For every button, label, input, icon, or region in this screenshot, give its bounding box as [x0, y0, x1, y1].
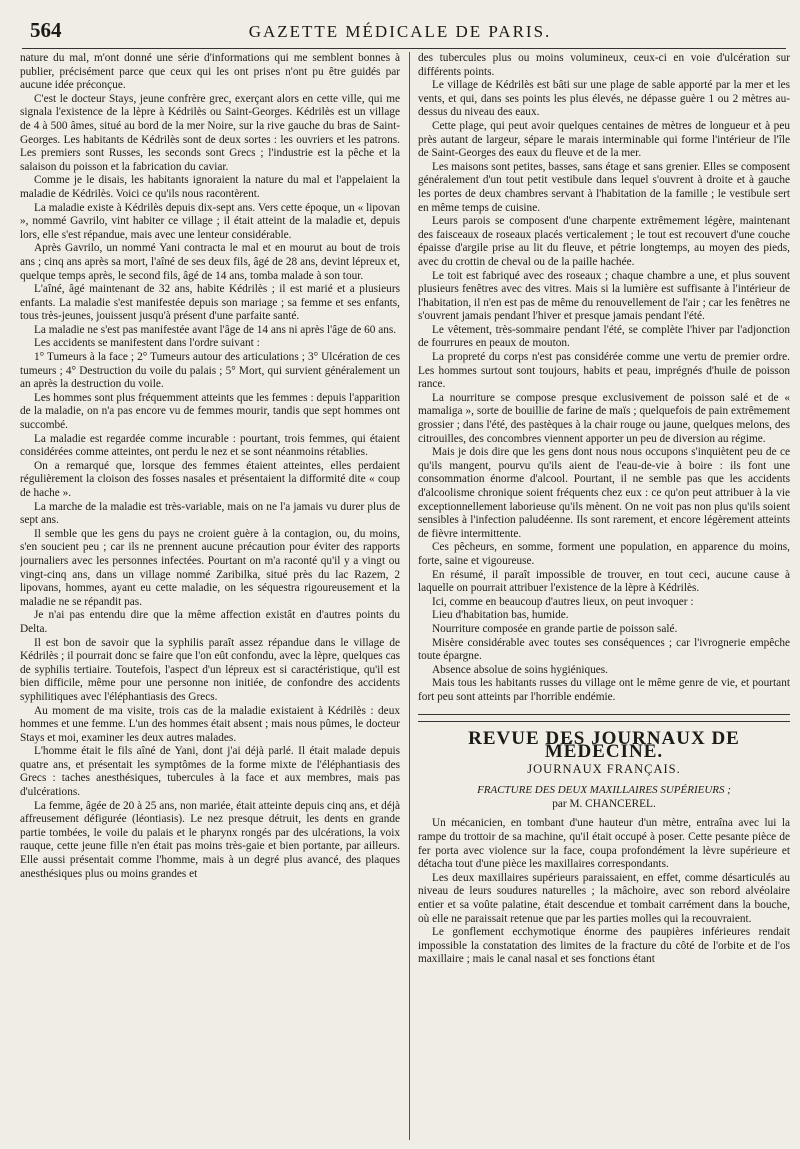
paragraph: Le village de Kédrilès est bâti sur une plage de sable apporté par la mer et les vents, et qui, dans ses points les plus élevés, ne dépasse guère 1 ou 2 mètres au-dessus du niveau des eaux. — [418, 79, 790, 119]
paragraph: Il semble que les gens du pays ne croient guère à la contagion, ou, du moins, s'en soucient peu ; car ils ne prennent aucune précaution pour éviter des rapports journaliers avec les personnes infectées. Pourtant on m'a raconté qu'il y a vingt ou vingt-cinq ans, dans un village nommé Zaribilka, situé près du lac Razem, 2 lipovans, hommes, ayant eu cette maladie, on les séquestra rigoureusement et la maladie ne se répandit pas. — [20, 527, 400, 608]
section-title: REVUE DES JOURNAUX DE MÉDECINE. — [468, 727, 740, 763]
header-rule — [22, 48, 786, 49]
column-divider — [409, 52, 410, 1140]
list-item: Absence absolue de soins hygiéniques. — [432, 663, 609, 676]
paragraph: Les maisons sont petites, basses, sans étage et sans grenier. Elles se composent généralement d'un tout petit vestibule dans lequel s'ouvrent à droite et à gauche les portes de deux chambres servant à l'habitation de la famille ; le vestibule sert en même temps de cuisine. — [418, 160, 790, 214]
paragraph: Cette plage, qui peut avoir quelques centaines de mètres de longueur et à peu près autant de largeur, sépare le marais interminable qui forme l'intérieur de l'île de Saint-Georges des eaux du fleuve et de la mer. — [418, 119, 790, 160]
paragraph: Je n'ai pas entendu dire que la même affection existât en d'autres points du Delta. — [20, 609, 400, 635]
paragraph: La maladie existe à Kédrilès depuis dix-sept ans. Vers cette époque, un « lipovan », nommé Gavrilo, vint habiter ce village ; il était atteint de la maladie et, depuis lors, elle s'est répandue, mais avec une lenteur considérable. — [20, 201, 400, 241]
paragraph: La maladie ne s'est pas manifestée avant l'âge de 14 ans ni après l'âge de 60 ans. — [34, 323, 397, 336]
paragraph: 1° Tumeurs à la face ; 2° Tumeurs autour des articulations ; 3° Ulcération de ces tumeurs ; 4° Destruction du voile du palais ; 5° Mort, qui survient généralement un an après la destruction du voile. — [20, 351, 400, 391]
paragraph: La marche de la maladie est très-variable, mais on ne l'a jamais vu durer plus de sept ans. — [20, 500, 400, 527]
section-subtitle: JOURNAUX FRANÇAIS. — [527, 761, 681, 776]
page-header — [0, 0, 800, 50]
page-number: 564 — [30, 18, 62, 42]
paragraph: L'aîné, âgé maintenant de 32 ans, habite Kédrilès ; il est marié et a plusieurs enfants. La maladie s'est manifestée depuis son mariage ; sa femme et ses enfants, tous très-jeunes, jouissent jusqu'à présent d'une parfaite santé. — [20, 283, 400, 323]
paragraph: L'homme était le fils aîné de Yani, dont j'ai déjà parlé. Il était malade depuis quatre ans, et présentait les symptômes de la forme mixte de l'éléphantiasis des Grecs : taches anesthésiques, tubercules à la face et aux membres, mais pas d'ulcérations. — [20, 745, 400, 799]
paragraph: Les accidents se manifestent dans l'ordre suivant : — [34, 337, 260, 350]
list-item: Nourriture composée en grande partie de poisson salé. — [432, 622, 678, 635]
paragraph: La propreté du corps n'est pas considérée comme une vertu de premier ordre. Les hommes surtout sont toujours, habits et peau, imprégnés d'huile de poisson rance. — [418, 351, 790, 391]
paragraph: Le toit est fabriqué avec des roseaux ; chaque chambre a une, et plus souvent plusieurs fenêtres avec des vitres. Mais si la lumière est suffisante à l'intérieur de l'habitation, il n'en est pas de même du renouvellement de l'air ; car les fenêtres ne s'ouvrent jamais pendant l'hiver et presque jamais pendant l'été. — [418, 269, 790, 323]
paragraph: En résumé, il paraît impossible de trouver, en tout ceci, aucune cause à laquelle on pourrait attribuer l'existence de la lèpre à Kédrilès. — [418, 568, 790, 595]
paragraph: Ici, comme en beaucoup d'autres lieux, on peut invoquer : — [432, 595, 694, 608]
paragraph: C'est le docteur Stays, jeune confrère grec, exerçant alors en cette ville, qui me signala l'existence de la lèpre à Kédrilès ou Saint-Georges. Kédrilès est un village de 4 à 500 âmes, situé au bord de la mer Noire, sur la rive gauche du bras de Saint-Georges. Les habitants de Kédrilès sont de deux sortes : les ouvriers et les patrons. Les premiers sont Russes, les seconds sont Grecs ; l'industrie est la pêche et la salaison du poisson et la fabrication du caviar. — [20, 92, 400, 173]
section-rule-secondary — [418, 721, 790, 722]
paragraph: La maladie est regardée comme incurable : pourtant, trois femmes, qui étaient considérées comme atteintes, ont perdu le nez et se sont néanmoins rétablies. — [20, 432, 400, 459]
right-column — [418, 52, 790, 1140]
paragraph: Mais je dois dire que les gens dont nous nous occupons s'inquiètent peu de ce qu'ils mangent, pourvu qu'ils aient de l'eau-de-vie à boire : ils font une consommation énorme d'alcool. Pourtant, il ne semble pas que les accidents d'alcoolisme chronique soient fréquents chez eux : ce qu'on peut attribuer à la vie exceptionnellement laborieuse qu'ils mènent. On ne voit pas non plus qu'ils soient sensibles à l'infection paludéenne. Ils sont rarement, et encore légèrement atteints de fièvre intermittente. — [418, 446, 790, 540]
paragraph: Les hommes sont plus fréquemment atteints que les femmes : depuis l'apparition de la maladie, on n'a pas encore vu de femmes mourir, tandis que sept hommes ont succombé. — [20, 391, 400, 432]
list-item: Misère considérable avec toutes ses conséquences ; car l'ivrognerie empêche toute épargne. — [418, 636, 790, 663]
paragraph: nature du mal, m'ont donné une série d'informations qui me semblent bonnes à publier, précisément parce que ceux qui les ont prises n'ont pu être guidés par aucune idée préconçue. — [20, 52, 400, 92]
paragraph: Le vêtement, très-sommaire pendant l'été, se complète l'hiver par l'adjonction de fourrures en peaux de mouton. — [418, 323, 790, 350]
paragraph: La nourriture se compose presque exclusivement de poisson salé et de « mamaliga », sorte de bouillie de farine de maïs ; quelquefois de pain extrêmement grossier ; dans l'été, des pastèques à la chair rouge ou jaune, quelques melons, des citrouilles, des concombres viennent apporter un peu de diversion au régime. — [418, 391, 790, 445]
running-title: GAZETTE MÉDICALE DE PARIS. — [248, 22, 552, 41]
paragraph: Leurs parois se composent d'une charpente extrêmement légère, maintenant des faisceaux de roseaux placés verticalement ; le tout est recouvert d'une couche épaisse d'argile prise au lit du fleuve, et pétrie longtemps, au moyen des pieds, avec du crottin de cheval ou de la paille hachée. — [418, 215, 790, 268]
paragraph: Le gonflement ecchymotique énorme des paupières inférieures rendait impossible la constatation des limites de la fracture du côté de l'orbite et de l'os maxillaire ; mais le canal nasal et ses fonctions étant — [418, 926, 790, 966]
paragraph: Mais tous les habitants russes du village ont le même genre de vie, et pourtant fort peu sont atteints par l'horrible endémie. — [418, 677, 790, 703]
paragraph: Ces pêcheurs, en somme, forment une population, en apparence du moins, forte, saine et vigoureuse. — [418, 541, 790, 567]
paragraph: Comme je le disais, les habitants ignoraient la nature du mal et l'appelaient la maladie de Kédrilès. Voici ce qu'ils nous racontèrent. — [20, 174, 400, 200]
left-column — [20, 52, 400, 1140]
paragraph: La femme, âgée de 20 à 25 ans, non mariée, était atteinte depuis cinq ans, et déjà affreusement défigurée (léontiasis). Le nez presque détruit, les dents en grande partie tombées, le voile du palais et le pharynx rongés par des ulcérations, la voix rauque, cette jeune fille n'en était pas moins très-gaie et bien portante, par ailleurs. Elle aussi présentait comme l'homme, mais à un degré plus avancé, des plaques anesthésiques plus ou moins grandes et — [20, 799, 400, 880]
paragraph: Les deux maxillaires supérieurs paraissaient, en effet, comme désarticulés au niveau de leurs soudures naturelles ; la mâchoire, avec son rebord alvéolaire entier et sa voûte palatine, était descendue et tombait carrément dans la bouche, où elle ne paraissait retenue que par les parties molles qui la recouvraient. — [418, 871, 790, 925]
paragraph: Un mécanicien, en tombant d'une hauteur d'un mètre, entraîna avec lui la rampe du trottoir de sa machine, qu'il était occupé à poser. Cette pesante pièce de fer porta avec violence sur la face, coupa profondément la lèvre supérieure et détacha tout d'une pièce les maxillaires correspondants. — [418, 817, 790, 871]
paragraph: Après Gavrilo, un nommé Yani contracta le mal et en mourut au bout de trois ans ; cinq ans après sa mort, l'aîné de ses deux fils, âgé de 28 ans, devint lépreux et, quelque temps après, le second fils, âgé de 14 ans, tomba malade à son tour. — [20, 242, 400, 282]
paragraph: Il est bon de savoir que la syphilis paraît assez répandue dans le village de Kédrilès ; il pourrait donc se faire que l'on eût confondu, avec la lèpre, quelques cas de syphilis tertiaire. Toutefois, l'aspect d'un lépreux est si caractéristique, qu'il est bien difficile, même pour une personne non initiée, de confondre des accidents syphilitiques avec l'éléphantiasis des Grecs. — [20, 636, 400, 703]
article-title: FRACTURE DES DEUX MAXILLAIRES SUPÉRIEURS ; — [477, 784, 731, 797]
section-rule — [418, 714, 790, 715]
article-author: par M. CHANCEREL. — [552, 797, 656, 810]
paragraph: Au moment de ma visite, trois cas de la maladie existaient à Kédrilès : deux hommes et une femme. L'un des hommes était absent ; mais nous pûmes, le docteur Stays et moi, examiner les deux autres malades. — [20, 704, 400, 744]
list-item: Lieu d'habitation bas, humide. — [432, 609, 569, 622]
paragraph: On a remarqué que, lorsque des femmes étaient atteintes, elles perdaient régulièrement la cloison des fosses nasales et présentaient la difformité dite « coup de hache ». — [20, 459, 400, 499]
paragraph: des tubercules plus ou moins volumineux, ceux-ci en voie d'ulcération sur différents points. — [418, 52, 790, 78]
